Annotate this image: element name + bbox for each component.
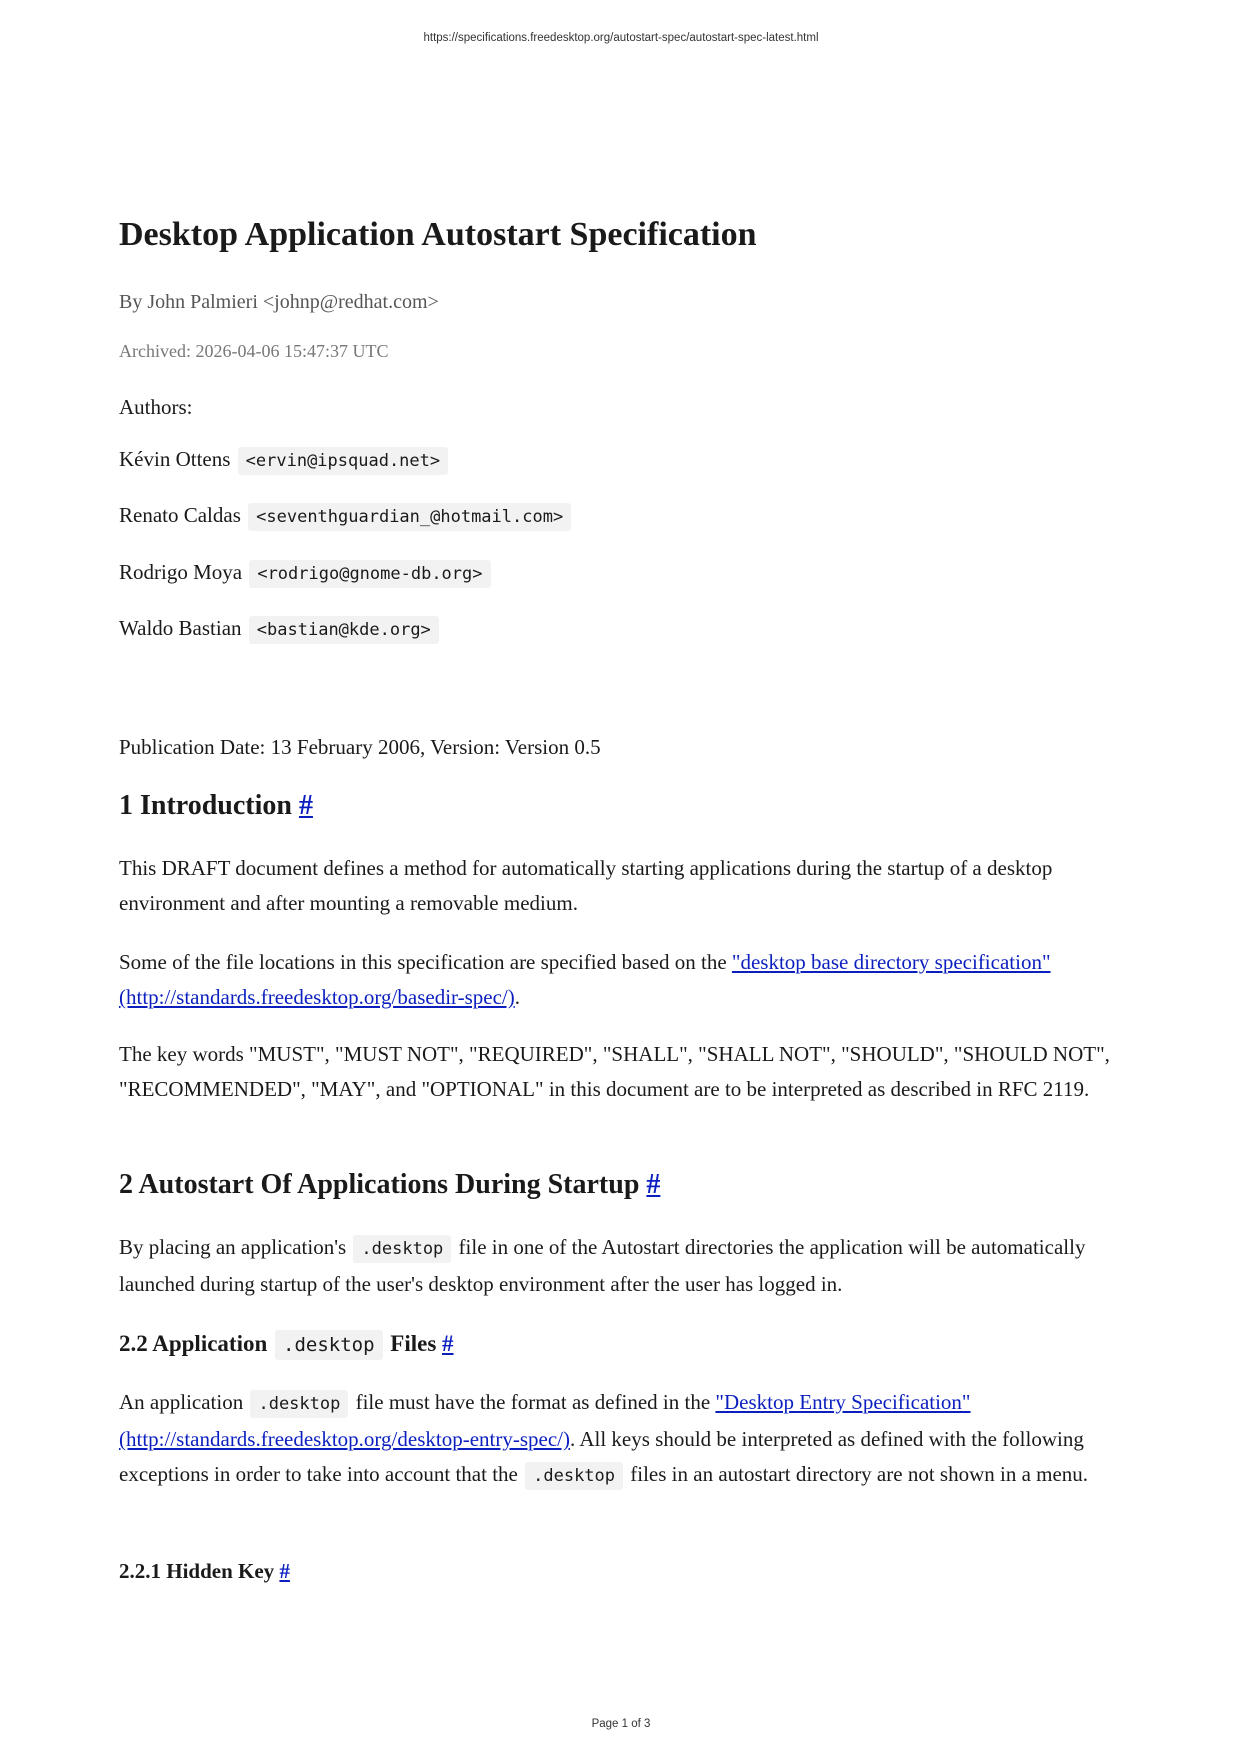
section-heading-text: 2.2.1 Hidden Key xyxy=(119,1559,275,1583)
author-email: <ervin@ipsquad.net> xyxy=(238,447,448,475)
paragraph-text: files in an autostart directory are not shown in a menu. xyxy=(625,1462,1089,1486)
section-heading-text: Files xyxy=(384,1331,437,1356)
section-heading-introduction xyxy=(119,787,313,825)
section-heading-hidden-key xyxy=(119,1556,290,1586)
paragraph-text: file in one of the Autostart directories the application will be automatically launched during startup of the user's desktop environment after the user has logged in. xyxy=(119,1235,1086,1296)
paragraph-text: file must have the format as defined in the xyxy=(350,1390,716,1414)
inline-code: .desktop xyxy=(250,1390,348,1418)
authors-label: Authors: xyxy=(119,395,193,419)
section-heading-text: 2 Autostart Of Applications During Startup xyxy=(119,1169,640,1200)
author-email: <seventhguardian_@hotmail.com> xyxy=(248,503,571,531)
page-url-header: https://specifications.freedesktop.org/autostart-spec/autostart-spec-latest.html xyxy=(423,32,819,44)
section-anchor-link[interactable]: # xyxy=(646,1169,661,1200)
section-anchor-link[interactable]: # xyxy=(298,790,313,821)
section-heading-application-desktop-files xyxy=(119,1328,454,1361)
document-title: Desktop Application Autostart Specification xyxy=(119,216,757,253)
paragraph-text: . xyxy=(514,985,520,1009)
page-number-footer: Page 1 of 3 xyxy=(591,1718,651,1730)
intro-paragraph-1: This DRAFT document defines a method for automatically starting applications during the startup of a desktop environment and after mounting a removable medium. xyxy=(119,856,1053,915)
byline: By John Palmieri <johnp@redhat.com> xyxy=(119,291,439,313)
intro-paragraph-2 xyxy=(119,945,1124,1015)
author-entry xyxy=(119,444,450,476)
publication-date: Publication Date: 13 February 2006, Version: Version 0.5 xyxy=(119,735,601,759)
paragraph-text: By placing an application's xyxy=(119,1235,352,1259)
basedir-spec-link[interactable]: "desktop base directory specification" (http://standards.freedesktop.org/basedir-spec/) xyxy=(119,950,1051,1009)
author-entry xyxy=(119,613,441,645)
section-anchor-link[interactable]: # xyxy=(442,1331,454,1356)
author-email: <bastian@kde.org> xyxy=(249,616,439,644)
paragraph-text: . All keys should be interpreted as defined with the following exceptions in order to take into account that the xyxy=(119,1427,1084,1486)
desktop-files-paragraph-1 xyxy=(119,1385,1124,1494)
section-heading-text: 2.2 Application xyxy=(119,1331,274,1356)
inline-code: .desktop xyxy=(275,1330,383,1360)
author-name: Waldo Bastian xyxy=(119,616,242,640)
author-entry xyxy=(119,557,493,589)
desktop-entry-spec-link[interactable]: "Desktop Entry Specification" (http://standards.freedesktop.org/desktop-entry-spec/) xyxy=(119,1390,971,1451)
author-entry xyxy=(119,500,573,532)
inline-code: .desktop xyxy=(353,1235,451,1263)
inline-code: .desktop xyxy=(525,1462,623,1490)
author-name: Kévin Ottens xyxy=(119,447,231,471)
section-anchor-link[interactable]: # xyxy=(279,1559,290,1583)
archived-timestamp: Archived: 2026-04-06 15:47:37 UTC xyxy=(119,341,389,361)
author-name: Rodrigo Moya xyxy=(119,560,243,584)
author-name: Renato Caldas xyxy=(119,503,241,527)
author-email: <rodrigo@gnome-db.org> xyxy=(249,560,490,588)
section-heading-autostart-startup xyxy=(119,1166,660,1204)
section-heading-text: 1 Introduction xyxy=(119,790,292,821)
paragraph-text: An application xyxy=(119,1390,249,1414)
startup-paragraph-1 xyxy=(119,1230,1124,1302)
intro-paragraph-3: The key words "MUST", "MUST NOT", "REQUIRED", "SHALL", "SHALL NOT", "SHOULD", "SHOULD NOT", "RECOMMENDED", "MAY", and "OPTIONAL" in this document are to be interpreted as described in RFC 2119. xyxy=(119,1042,1110,1101)
paragraph-text: Some of the file locations in this specification are specified based on the xyxy=(119,950,732,974)
